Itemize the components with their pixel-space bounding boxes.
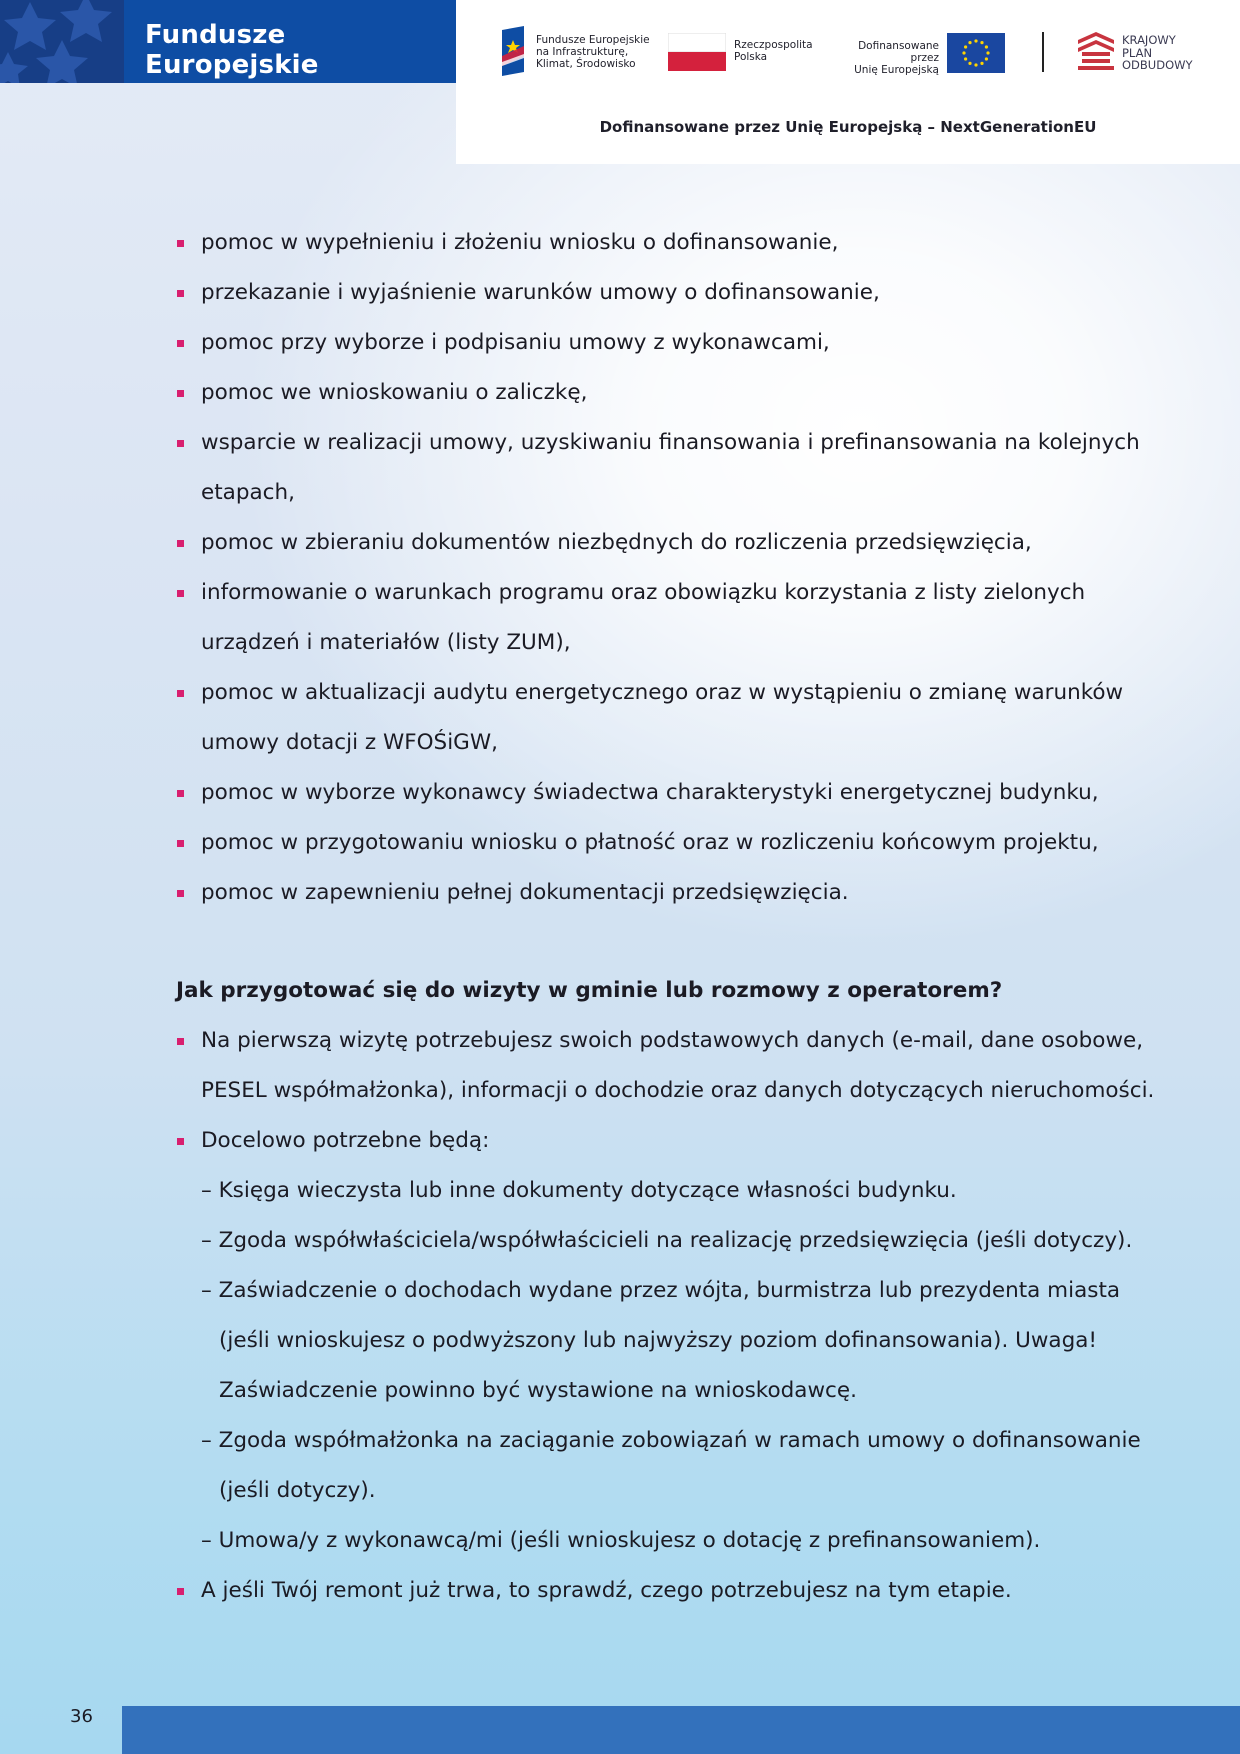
bullet-icon — [177, 290, 184, 297]
eu-stars-graphic — [0, 0, 124, 83]
bullet-icon — [177, 240, 184, 247]
list-item: Na pierwszą wizytę potrzebujesz swoich podstawowych danych (e-mail, dane osobowe, PESEL współmałżonka), informacji o dochodzie oraz danych dotyczących nieruchomości. — [176, 1016, 1156, 1116]
stars-icon — [0, 0, 124, 83]
kpo-text: KRAJOWY PLAN ODBUDOWY — [1122, 33, 1193, 72]
list-item: pomoc w zapewnieniu pełnej dokumentacji przedsięwzięcia. — [176, 868, 1156, 918]
fe-flag-icon — [500, 26, 526, 76]
eu-text: Dofinansowane przez Unię Europejską — [854, 40, 939, 76]
dash-item: – Zaświadczenie o dochodach wydane przez wójta, burmistrza lub prezydenta miasta (jeśli wnioskujesz o podwyższony lub najwyższy poziom dofinansowania). Uwaga! Zaświadczenie powinno być wystawione na wnioskodawcę. — [201, 1278, 1121, 1403]
bullet-icon — [177, 1138, 184, 1145]
list-item: pomoc we wnioskowaniu o zaliczkę, — [176, 368, 1156, 418]
list-item: informowanie o warunkach programu oraz obowiązku korzystania z listy zielonych urządzeń i materiałów (listy ZUM), — [176, 568, 1156, 668]
ngeu-line: Dofinansowane przez Unię Europejską – NextGenerationEU — [599, 118, 1097, 136]
bullet-icon — [177, 440, 184, 447]
bullet-icon — [177, 890, 184, 897]
section-heading: Jak przygotować się do wizyty w gminie lub rozmowy z operatorem? — [176, 978, 1003, 1003]
footer-bar — [122, 1706, 1240, 1754]
bullet-icon — [177, 790, 184, 797]
list-item: Docelowo potrzebne będą: — [176, 1116, 1156, 1166]
pl-logo — [668, 33, 813, 75]
main-content — [176, 218, 1156, 1616]
fe-program-text: Fundusze Europejskie na Infrastrukturę, Klimat, Środowisko — [536, 34, 650, 70]
bullet-icon — [177, 390, 184, 397]
bullet-icon — [177, 1588, 184, 1595]
bullet-icon — [177, 690, 184, 697]
list-item: pomoc w wypełnieniu i złożeniu wniosku o dofinansowanie, — [176, 218, 1156, 268]
polish-flag-icon — [668, 33, 726, 71]
header-title: Fundusze Europejskie — [145, 20, 319, 80]
list-item: pomoc w przygotowaniu wniosku o płatność oraz w rozliczeniu końcowym projektu, — [176, 818, 1156, 868]
list-item: przekazanie i wyjaśnienie warunków umowy o dofinansowanie, — [176, 268, 1156, 318]
pl-text: Rzeczpospolita Polska — [734, 39, 813, 63]
bullet-icon — [177, 840, 184, 847]
dash-item: – Księga wieczysta lub inne dokumenty dotyczące własności budynku. — [201, 1178, 957, 1203]
list-item: wsparcie w realizacji umowy, uzyskiwaniu finansowania i prefinansowania na kolejnych etapach, — [176, 418, 1156, 518]
list-item: pomoc przy wyborze i podpisaniu umowy z wykonawcami, — [176, 318, 1156, 368]
dash-item: – Umowa/y z wykonawcą/mi (jeśli wnioskujesz o dotację z prefinansowaniem). — [201, 1528, 1041, 1553]
kpo-icon — [1078, 32, 1114, 72]
list-item: pomoc w aktualizacji audytu energetycznego oraz w wystąpieniu o zmianę warunków umowy dotacji z WFOŚiGW, — [176, 668, 1156, 768]
bullet-icon — [177, 340, 184, 347]
list-item: pomoc w wyborze wykonawcy świadectwa charakterystyki energetycznej budynku, — [176, 768, 1156, 818]
list-item: pomoc w zbieraniu dokumentów niezbędnych do rozliczenia przedsięwzięcia, — [176, 518, 1156, 568]
bullet-icon — [177, 540, 184, 547]
dash-item: – Zgoda współmałżonka na zaciąganie zobowiązań w ramach umowy o dofinansowanie (jeśli dotyczy). — [201, 1428, 1141, 1503]
eu-flag-icon — [947, 33, 1005, 73]
fe-program-logo — [500, 26, 650, 80]
list-item: A jeśli Twój remont już trwa, to sprawdź, czego potrzebujesz na tym etapie. — [176, 1566, 1156, 1616]
support-list — [176, 218, 1156, 918]
bullet-icon — [177, 590, 184, 597]
preparation-list — [176, 1016, 1156, 1616]
header-brand-band — [0, 0, 456, 83]
page-number: 36 — [70, 1706, 93, 1727]
bullet-icon — [177, 1038, 184, 1045]
dash-item: – Zgoda współwłaściciela/współwłaścicieli na realizację przedsięwzięcia (jeśli dotyczy). — [201, 1228, 1133, 1253]
kpo-logo — [1078, 32, 1193, 76]
logo-divider — [1042, 32, 1044, 72]
header-logos — [456, 0, 1240, 164]
